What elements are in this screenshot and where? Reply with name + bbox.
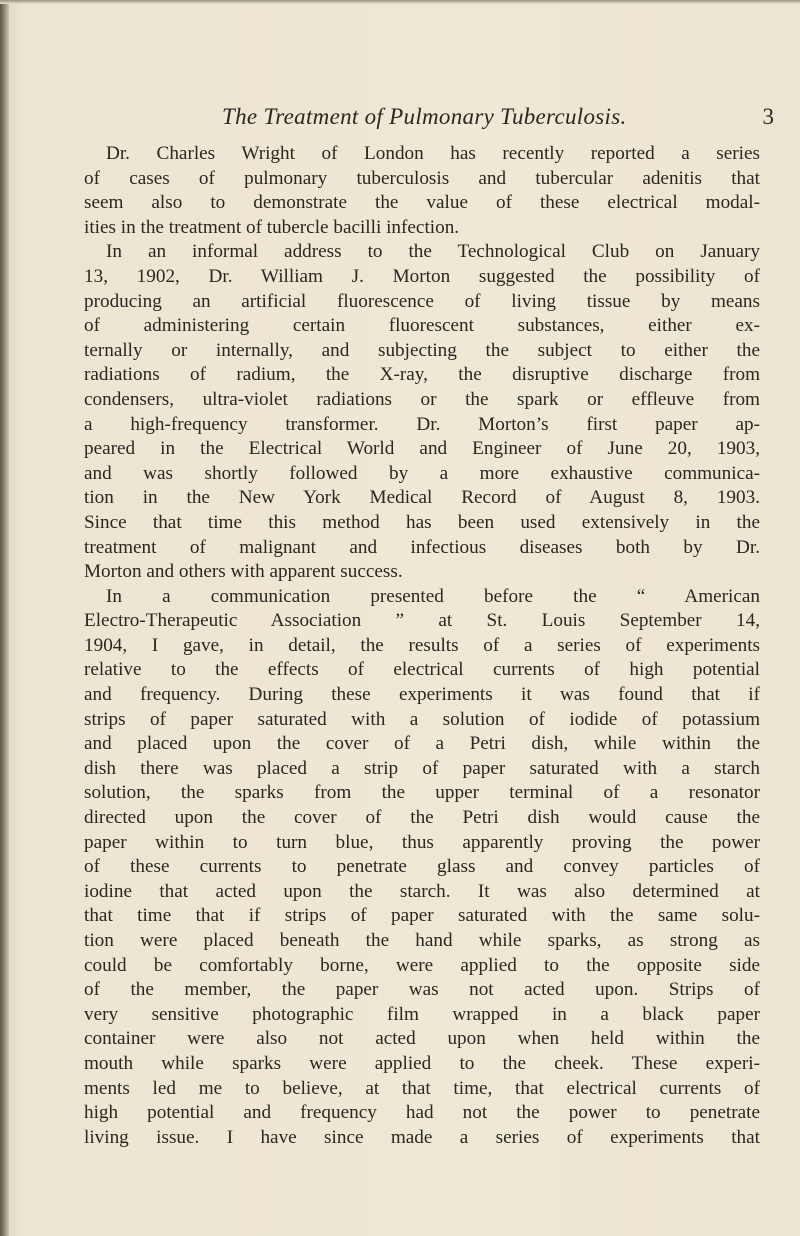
text-line: ternally or internally, and subjecting the subject to either the (84, 339, 760, 361)
text-line: container were also not acted upon when held within the (84, 1028, 760, 1050)
text-line: dish there was placed a strip of paper saturated with a starch (84, 757, 760, 779)
text-line: tion in the New York Medical Record of August 8, 1903. (84, 487, 760, 509)
text-line: and placed upon the cover of a Petri dish, while within the (84, 733, 760, 755)
text-line: very sensitive photographic film wrapped in a black paper (84, 1003, 760, 1025)
text-line: Electro-Therapeutic Association ” at St. Louis September 14, (84, 610, 760, 632)
text-line: and was shortly followed by a more exhaustive communica- (84, 462, 760, 484)
text-line: strips of paper saturated with a solution of iodide of potassium (84, 708, 760, 730)
text-line: relative to the effects of electrical currents of high potential (84, 659, 760, 681)
text-line: directed upon the cover of the Petri dish would cause the (84, 807, 760, 829)
text-line: 13, 1902, Dr. William J. Morton suggested the possibility of (84, 265, 760, 287)
text-line: iodine that acted upon the starch. It was also determined at (84, 880, 760, 902)
text-line: seem also to demonstrate the value of these electrical modal- (84, 192, 760, 214)
text-line: of the member, the paper was not acted upon. Strips of (84, 979, 760, 1001)
text-line: Dr. Charles Wright of London has recently reported a series (106, 143, 760, 164)
text-line: high potential and frequency had not the power to penetrate (84, 1102, 760, 1124)
text-line: tion were placed beneath the hand while sparks, as strong as (84, 930, 760, 951)
text-line: ments led me to believe, at that time, that electrical currents of (84, 1077, 760, 1099)
text-line: of administering certain fluorescent substances, either ex- (84, 315, 760, 337)
text-line: paper within to turn blue, thus apparently proving the power (84, 831, 760, 853)
text-line: In an informal address to the Technological Club on January (106, 241, 760, 263)
text-line: peared in the Electrical World and Engineer of June 20, 1903, (84, 438, 760, 460)
body-text (84, 142, 760, 1150)
text-line: radiations of radium, the X-ray, the disruptive discharge from (84, 364, 760, 386)
text-line: In a communication presented before the “ American (106, 585, 760, 607)
text-line: solution, the sparks from the upper terminal of a resonator (84, 782, 760, 804)
text-line: treatment of malignant and infectious diseases both by Dr. (84, 536, 760, 558)
text-line: Since that time this method has been used extensively in the (84, 511, 760, 533)
text-line: producing an artificial fluorescence of living tissue by means (84, 290, 760, 312)
text-line: that time that if strips of paper saturated with the same solu- (84, 905, 760, 927)
text-line: living issue. I have since made a series of experiments that (84, 1126, 760, 1148)
text-line: of cases of pulmonary tuberculosis and tubercular adenitis that (84, 167, 760, 189)
page-binding-edge (0, 0, 9, 1236)
text-line: of these currents to penetrate glass and convey particles of (84, 856, 760, 878)
running-head: The Treatment of Pulmonary Tuberculosis. (222, 104, 627, 129)
text-line: mouth while sparks were applied to the cheek. These experi- (84, 1052, 760, 1074)
text-line: could be comfortably borne, were applied to the opposite side (84, 954, 760, 976)
page-top-edge (0, 0, 800, 4)
text-line: Morton and others with apparent success. (84, 561, 403, 583)
page-number: 3 (762, 104, 774, 129)
text-line: a high-frequency transformer. Dr. Morton’s first paper ap- (84, 413, 760, 435)
text-line: and frequency. During these experiments it was found that if (84, 684, 760, 706)
text-line: condensers, ultra-violet radiations or the spark or effleuve from (84, 388, 760, 410)
text-line: ities in the treatment of tubercle bacilli infection. (84, 216, 460, 238)
text-line: 1904, I gave, in detail, the results of a series of experiments (84, 634, 760, 656)
page-header (222, 104, 774, 134)
